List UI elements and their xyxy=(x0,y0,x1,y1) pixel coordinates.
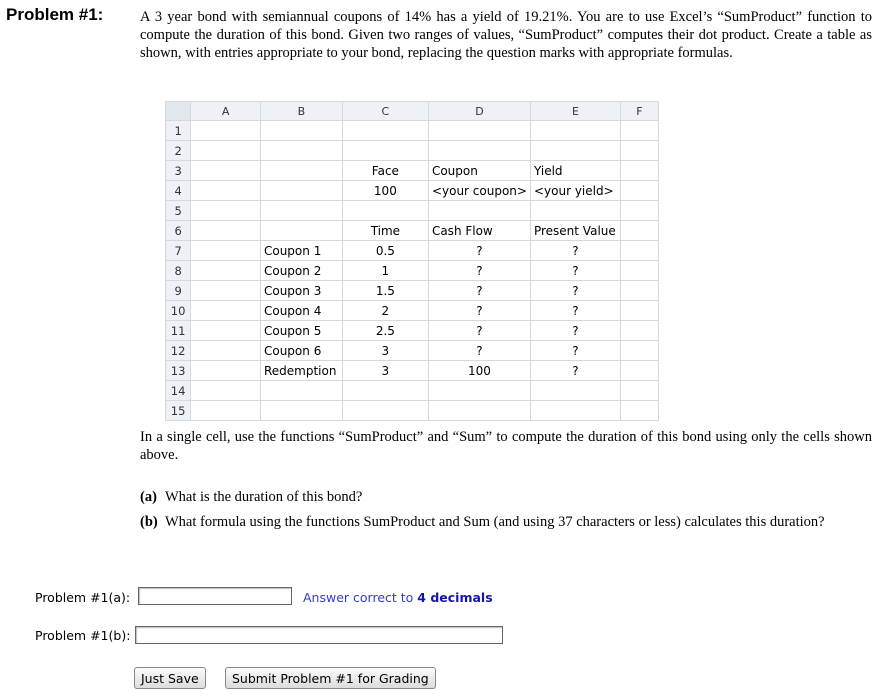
sheet-cell xyxy=(530,121,620,141)
sheet-cell xyxy=(191,181,261,201)
sheet-cell: 100 xyxy=(428,361,530,381)
sheet-cell: 2.5 xyxy=(342,321,428,341)
sheet-cell xyxy=(620,381,658,401)
instruction-text: In a single cell, use the functions “SumProduct” and “Sum” to compute the duration of this bond using only the cells shown above. xyxy=(140,429,872,463)
sheet-cell xyxy=(342,201,428,221)
sheet-cell xyxy=(260,221,342,241)
sheet-cell xyxy=(428,121,530,141)
sheet-cell: ? xyxy=(530,241,620,261)
sheet-cell: ? xyxy=(428,301,530,321)
sheet-cell: ? xyxy=(428,281,530,301)
problem-intro: A 3 year bond with semiannual coupons of 14% has a yield of 19.21%. You are to use Excel’s “SumProduct” function to compute the duration of this bond. Given two ranges of values, “SumProduct” computes their dot product. Create a table as shown, with entries appropriate to your bond, replacing the question marks with appropriate formulas. xyxy=(140,9,872,61)
sheet-cell xyxy=(342,381,428,401)
question-a-label: (a) xyxy=(140,489,157,505)
sheet-cell xyxy=(428,141,530,161)
question-b xyxy=(140,513,872,531)
sheet-cell: ? xyxy=(530,281,620,301)
sheet-cell: ? xyxy=(530,301,620,321)
sheet-cell xyxy=(620,321,658,341)
sheet-cell: Coupon 2 xyxy=(260,261,342,281)
question-a xyxy=(140,488,872,506)
row-header: 13 xyxy=(166,361,191,381)
column-header: E xyxy=(530,102,620,121)
question-b-label: (b) xyxy=(140,514,158,530)
sheet-cell xyxy=(620,141,658,161)
sheet-cell xyxy=(191,281,261,301)
sheet-cell: 100 xyxy=(342,181,428,201)
sheet-cell: 2 xyxy=(342,301,428,321)
sheet-cell: ? xyxy=(530,261,620,281)
sheet-cell xyxy=(260,201,342,221)
sheet-cell: Coupon 4 xyxy=(260,301,342,321)
sheet-cell xyxy=(530,381,620,401)
row-header: 10 xyxy=(166,301,191,321)
sheet-cell: Cash Flow xyxy=(428,221,530,241)
precision-note-prefix: Answer correct to xyxy=(303,590,418,605)
sheet-row xyxy=(166,161,659,181)
sheet-cell xyxy=(260,121,342,141)
sheet-cell xyxy=(191,161,261,181)
sheet-cell: Time xyxy=(342,221,428,241)
column-header: B xyxy=(260,102,342,121)
row-header: 4 xyxy=(166,181,191,201)
sheet-cell xyxy=(342,121,428,141)
problem-title: Problem #1: xyxy=(6,5,104,24)
spreadsheet-image xyxy=(165,101,659,418)
sheet-cell xyxy=(260,181,342,201)
sheet-cell: Present Value xyxy=(530,221,620,241)
sheet-cell xyxy=(191,381,261,401)
sheet-cell: Coupon 5 xyxy=(260,321,342,341)
answer-a-label: Problem #1(a): xyxy=(35,590,131,605)
sheet-cell: 1.5 xyxy=(342,281,428,301)
sheet-cell xyxy=(342,401,428,421)
sheet-row xyxy=(166,221,659,241)
row-header: 1 xyxy=(166,121,191,141)
answer-a-input[interactable] xyxy=(138,587,292,605)
column-header: A xyxy=(191,102,261,121)
column-header: F xyxy=(620,102,658,121)
sheet-cell: ? xyxy=(428,341,530,361)
sheet-cell xyxy=(342,141,428,161)
sheet-cell xyxy=(620,221,658,241)
sheet-cell: <your coupon> xyxy=(428,181,530,201)
sheet-cell xyxy=(191,221,261,241)
sheet-row xyxy=(166,381,659,401)
row-header: 2 xyxy=(166,141,191,161)
sheet-row xyxy=(166,401,659,421)
row-header: 9 xyxy=(166,281,191,301)
sheet-cell xyxy=(620,261,658,281)
sheet-cell xyxy=(428,201,530,221)
sheet-cell: Face xyxy=(342,161,428,181)
sheet-row xyxy=(166,321,659,341)
sheet-cell xyxy=(191,361,261,381)
sheet-cell xyxy=(620,401,658,421)
sheet-cell: 1 xyxy=(342,261,428,281)
sheet-row xyxy=(166,121,659,141)
sheet-cell xyxy=(530,401,620,421)
sheet-row xyxy=(166,201,659,221)
spreadsheet-table xyxy=(165,101,659,421)
answer-b-label: Problem #1(b): xyxy=(35,628,131,643)
sheet-cell: 3 xyxy=(342,341,428,361)
column-header: D xyxy=(428,102,530,121)
sheet-cell: ? xyxy=(530,341,620,361)
sheet-row xyxy=(166,301,659,321)
sheet-cell: Yield xyxy=(530,161,620,181)
sheet-cell xyxy=(428,381,530,401)
sheet-cell xyxy=(530,201,620,221)
sheet-row xyxy=(166,181,659,201)
sheet-cell: ? xyxy=(428,261,530,281)
sheet-cell: Coupon 3 xyxy=(260,281,342,301)
sheet-cell xyxy=(260,161,342,181)
row-header: 3 xyxy=(166,161,191,181)
sheet-cell xyxy=(191,301,261,321)
sheet-row xyxy=(166,281,659,301)
sheet-cell xyxy=(620,341,658,361)
select-all-corner xyxy=(166,102,191,121)
submit-button[interactable]: Submit Problem #1 for Grading xyxy=(225,667,436,689)
sheet-cell: ? xyxy=(428,321,530,341)
sheet-cell: Coupon 1 xyxy=(260,241,342,261)
sheet-cell xyxy=(428,401,530,421)
row-header: 8 xyxy=(166,261,191,281)
sheet-cell xyxy=(620,361,658,381)
question-b-text: What formula using the functions SumProduct and Sum (and using 37 characters or less) calculates this duration? xyxy=(165,514,825,530)
sheet-cell xyxy=(260,401,342,421)
sheet-cell xyxy=(191,201,261,221)
sheet-cell xyxy=(191,261,261,281)
sheet-cell: 0.5 xyxy=(342,241,428,261)
precision-note xyxy=(303,590,493,605)
row-header: 14 xyxy=(166,381,191,401)
sheet-cell: Coupon xyxy=(428,161,530,181)
sheet-row xyxy=(166,261,659,281)
sheet-cell: ? xyxy=(530,321,620,341)
row-header: 12 xyxy=(166,341,191,361)
sheet-cell xyxy=(620,161,658,181)
sheet-cell: Redemption xyxy=(260,361,342,381)
row-header: 5 xyxy=(166,201,191,221)
sheet-cell xyxy=(620,301,658,321)
sheet-cell xyxy=(620,241,658,261)
sheet-cell: <your yield> xyxy=(530,181,620,201)
sheet-cell xyxy=(191,401,261,421)
sheet-row xyxy=(166,341,659,361)
just-save-button[interactable]: Just Save xyxy=(134,667,206,689)
sheet-cell xyxy=(191,121,261,141)
sheet-cell xyxy=(620,281,658,301)
row-header: 6 xyxy=(166,221,191,241)
sheet-cell: 3 xyxy=(342,361,428,381)
sheet-cell xyxy=(191,321,261,341)
sheet-cell: ? xyxy=(530,361,620,381)
row-header: 15 xyxy=(166,401,191,421)
sheet-cell xyxy=(620,181,658,201)
sheet-row xyxy=(166,141,659,161)
sheet-cell xyxy=(530,141,620,161)
row-header: 11 xyxy=(166,321,191,341)
sheet-cell: ? xyxy=(428,241,530,261)
sheet-row xyxy=(166,241,659,261)
question-a-text: What is the duration of this bond? xyxy=(165,489,363,505)
sheet-cell xyxy=(191,241,261,261)
sheet-cell xyxy=(620,121,658,141)
answer-b-input[interactable] xyxy=(135,626,503,644)
sheet-row xyxy=(166,361,659,381)
sheet-cell: Coupon 6 xyxy=(260,341,342,361)
column-header: C xyxy=(342,102,428,121)
sheet-cell xyxy=(620,201,658,221)
row-header: 7 xyxy=(166,241,191,261)
sheet-cell xyxy=(260,141,342,161)
sheet-cell xyxy=(191,141,261,161)
sheet-cell xyxy=(191,341,261,361)
precision-note-bold: 4 decimals xyxy=(417,590,493,605)
sheet-cell xyxy=(260,381,342,401)
